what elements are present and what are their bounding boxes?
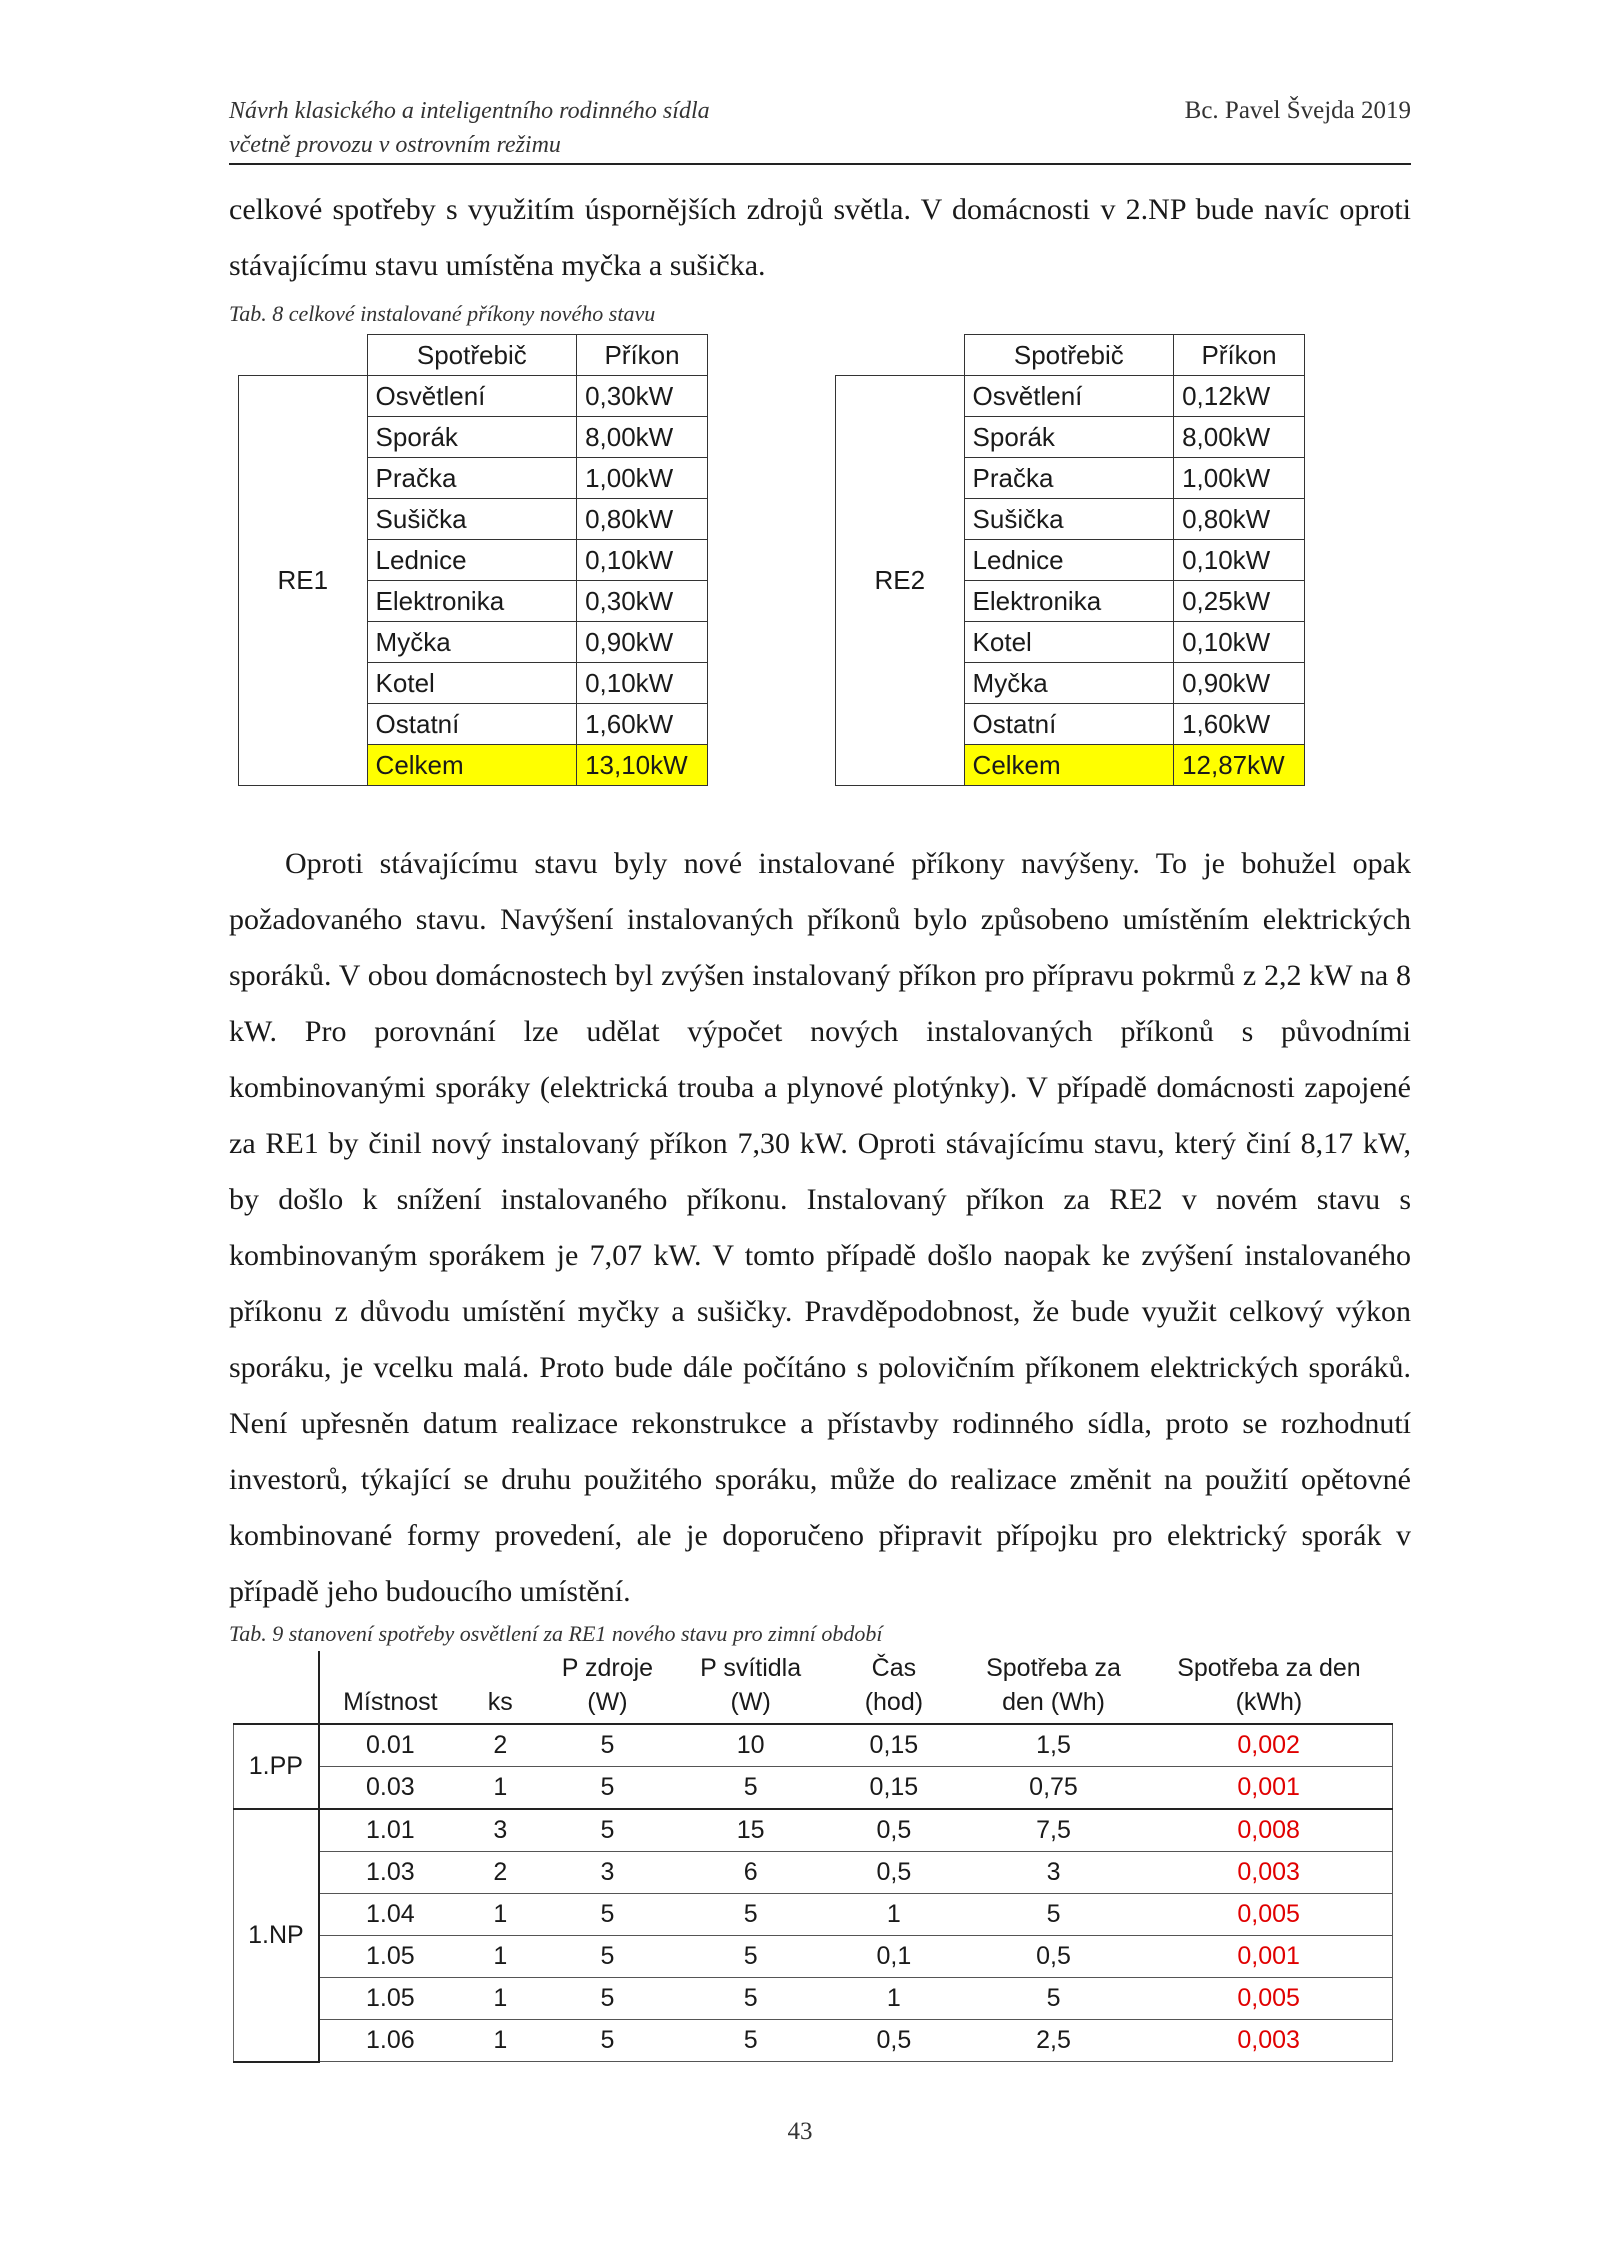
- appliance-power: 0,10kW: [1174, 622, 1305, 663]
- daily-wh: 5: [962, 1894, 1146, 1936]
- header-p-svitidla-line2: (W): [730, 1688, 771, 1716]
- header-title: [229, 94, 710, 162]
- appliance-power: 1,60kW: [577, 704, 708, 745]
- header-title-line1: Návrh klasického a inteligentního rodinného sídla: [229, 98, 710, 124]
- appliance-name: Ostatní: [367, 704, 577, 745]
- appliance-name: Osvětlení: [367, 376, 577, 417]
- room-number: 1.03: [319, 1852, 461, 1894]
- appliance-power: 8,00kW: [577, 417, 708, 458]
- source-power: 5: [540, 1936, 676, 1978]
- group-label: RE2: [836, 376, 965, 786]
- hours: 1: [826, 1978, 962, 2020]
- appliance-name: Pračka: [367, 458, 577, 499]
- header-rule: [229, 163, 1411, 165]
- header-author: Bc. Pavel Švejda 2019: [1184, 97, 1411, 124]
- room-number: 1.05: [319, 1978, 461, 2020]
- hours: 0,15: [826, 1724, 962, 1767]
- appliance-name: Elektronika: [367, 581, 577, 622]
- appliance-name: Osvětlení: [964, 376, 1174, 417]
- appliance-power: 0,12kW: [1174, 376, 1305, 417]
- luminaire-power: 10: [675, 1724, 826, 1767]
- appliance-power: 0,80kW: [577, 499, 708, 540]
- quantity: 2: [461, 1724, 540, 1767]
- table-row: [234, 1852, 1393, 1894]
- daily-wh: 7,5: [962, 1809, 1146, 1852]
- table8-re1: [238, 334, 708, 786]
- daily-wh: 3: [962, 1852, 1146, 1894]
- appliance-name: Pračka: [964, 458, 1174, 499]
- hours: 0,5: [826, 1852, 962, 1894]
- header-spotreba-wh-line1: Spotřeba za: [986, 1654, 1121, 1682]
- header-p-svitidla-line1: P svítidla: [700, 1654, 802, 1682]
- table-row: [234, 1724, 1393, 1767]
- luminaire-power: 15: [675, 1809, 826, 1852]
- header-spotreba-wh: [962, 1651, 1146, 1724]
- appliance-name: Myčka: [964, 663, 1174, 704]
- source-power: 5: [540, 2020, 676, 2062]
- table9: [233, 1651, 1393, 2063]
- daily-wh: 1,5: [962, 1724, 1146, 1767]
- body-paragraph: [229, 836, 1411, 1620]
- total-value: 13,10kW: [577, 745, 708, 786]
- daily-kwh: 0,005: [1145, 1978, 1392, 2020]
- luminaire-power: 5: [675, 1936, 826, 1978]
- group-label: RE1: [239, 376, 368, 786]
- table-row: [234, 1767, 1393, 1810]
- total-value: 12,87kW: [1174, 745, 1305, 786]
- quantity: 1: [461, 1894, 540, 1936]
- table8-caption: Tab. 8 celkové instalované příkony nového stavu: [229, 301, 656, 326]
- appliance-name: Sušička: [964, 499, 1174, 540]
- header-spotrebic: Spotřebič: [964, 335, 1174, 376]
- table-row: [234, 1894, 1393, 1936]
- appliance-power: 0,10kW: [577, 663, 708, 704]
- appliance-power: 0,30kW: [577, 376, 708, 417]
- hours: 0,1: [826, 1936, 962, 1978]
- appliance-power: 0,30kW: [577, 581, 708, 622]
- daily-kwh: 0,008: [1145, 1809, 1392, 1852]
- header-p-zdroje-line1: P zdroje: [561, 1654, 654, 1682]
- source-power: 5: [540, 1894, 676, 1936]
- appliance-power: 8,00kW: [1174, 417, 1305, 458]
- table8-re2: [835, 334, 1305, 786]
- room-number: 1.01: [319, 1809, 461, 1852]
- floor-label: 1.PP: [234, 1724, 319, 1809]
- total-label: Celkem: [964, 745, 1174, 786]
- daily-kwh: 0,001: [1145, 1936, 1392, 1978]
- appliance-power: 0,10kW: [577, 540, 708, 581]
- daily-kwh: 0,003: [1145, 2020, 1392, 2062]
- header-spotreba-kwh-line2: (kWh): [1235, 1688, 1303, 1716]
- header-prikon: Příkon: [1174, 335, 1305, 376]
- body-text: Oproti stávajícímu stavu byly nové instalované příkony navýšeny. To je bohužel opak požadovaného stavu. Navýšení instalovaných příkonů bylo způsobeno umístěním elektrických sporáků. V obou domácnostech byl zvýšen instalovaný příkon pro přípravu pokrmů z 2,2 kW na 8 kW. Pro porovnání lze udělat výpočet nových instalovaných příkonů s původními kombinovanými sporáky (elektrická trouba a plynové plotýnky). V případě domácnosti zapojené za RE1 by činil nový instalovaný příkon 7,30 kW. Oproti stávajícímu stavu, který činí 8,17 kW, by došlo k snížení instalovaného příkonu. Instalovaný příkon za RE2 v novém stavu s kombinovaným sporákem je 7,07 kW. V tomto případě došlo naopak ke zvýšení instalovaného příkonu z důvodu umístění myčky a sušičky. Pravděpodobnost, že bude využit celkový výkon sporáku, je vcelku malá. Proto bude dále počítáno s polovičním příkonem elektrických sporáků. Není upřesněn datum realizace rekonstrukce a přístavby rodinného sídla, proto se rozhodnutí investorů, týkající se druhu použitého sporáku, může do realizace změnit na použití opětovné kombinované formy provedení, ale je doporučeno připravit přípojku pro elektrický sporák v případě jeho budoucího umístění.: [229, 847, 1411, 1608]
- header-p-svitidla: [675, 1651, 826, 1724]
- table-row: [234, 1809, 1393, 1852]
- quantity: 1: [461, 1978, 540, 2020]
- quantity: 3: [461, 1809, 540, 1852]
- intro-paragraph: [229, 182, 1411, 294]
- source-power: 5: [540, 1978, 676, 2020]
- appliance-name: Ostatní: [964, 704, 1174, 745]
- hours: 0,5: [826, 1809, 962, 1852]
- appliance-power: 0,90kW: [1174, 663, 1305, 704]
- table-row: [234, 2020, 1393, 2062]
- quantity: 1: [461, 1936, 540, 1978]
- appliance-power: 0,10kW: [1174, 540, 1305, 581]
- hours: 0,5: [826, 2020, 962, 2062]
- floor-label: 1.NP: [234, 1809, 319, 2062]
- appliance-name: Lednice: [964, 540, 1174, 581]
- table-row: [836, 376, 1305, 417]
- daily-kwh: 0,001: [1145, 1767, 1392, 1810]
- appliance-name: Sporák: [367, 417, 577, 458]
- appliance-name: Elektronika: [964, 581, 1174, 622]
- luminaire-power: 6: [675, 1852, 826, 1894]
- daily-kwh: 0,002: [1145, 1724, 1392, 1767]
- table9-caption: Tab. 9 stanovení spotřeby osvětlení za RE1 nového stavu pro zimní období: [229, 1621, 883, 1646]
- total-label: Celkem: [367, 745, 577, 786]
- room-number: 0.01: [319, 1724, 461, 1767]
- luminaire-power: 5: [675, 1767, 826, 1810]
- quantity: 2: [461, 1852, 540, 1894]
- appliance-name: Lednice: [367, 540, 577, 581]
- daily-wh: 0,75: [962, 1767, 1146, 1810]
- header-p-zdroje: [540, 1651, 676, 1724]
- header-p-zdroje-line2: (W): [587, 1688, 628, 1716]
- luminaire-power: 5: [675, 1978, 826, 2020]
- table-header-row: [234, 1651, 1393, 1724]
- daily-kwh: 0,005: [1145, 1894, 1392, 1936]
- room-number: 1.06: [319, 2020, 461, 2062]
- header-spotreba-kwh-line1: Spotřeba za den: [1177, 1654, 1361, 1682]
- appliance-name: Myčka: [367, 622, 577, 663]
- room-number: 1.05: [319, 1936, 461, 1978]
- room-number: 0.03: [319, 1767, 461, 1810]
- header-blank-cell: [234, 1651, 319, 1724]
- room-number: 1.04: [319, 1894, 461, 1936]
- intro-text: celkové spotřeby s využitím úspornějších zdrojů světla. V domácnosti v 2.NP bude navíc oproti stávajícímu stavu umístěna myčka a sušička.: [229, 193, 1411, 282]
- header-blank-cell: [239, 335, 368, 376]
- header-cas-line2: (hod): [864, 1688, 924, 1716]
- appliance-name: Kotel: [964, 622, 1174, 663]
- source-power: 5: [540, 1767, 676, 1810]
- hours: 0,15: [826, 1767, 962, 1810]
- table-row: [239, 376, 708, 417]
- page-header: [229, 94, 1411, 164]
- appliance-name: Sporák: [964, 417, 1174, 458]
- appliance-power: 1,00kW: [1174, 458, 1305, 499]
- appliance-power: 0,80kW: [1174, 499, 1305, 540]
- table-row: [234, 1978, 1393, 2020]
- header-title-line2: včetně provozu v ostrovním režimu: [229, 132, 561, 158]
- appliance-power: 0,90kW: [577, 622, 708, 663]
- page-number: 43: [787, 2118, 813, 2145]
- header-cas: [826, 1651, 962, 1724]
- source-power: 3: [540, 1852, 676, 1894]
- appliance-name: Kotel: [367, 663, 577, 704]
- daily-wh: 5: [962, 1978, 1146, 2020]
- appliance-power: 0,25kW: [1174, 581, 1305, 622]
- luminaire-power: 5: [675, 2020, 826, 2062]
- source-power: 5: [540, 1724, 676, 1767]
- quantity: 1: [461, 2020, 540, 2062]
- header-blank-cell: [836, 335, 965, 376]
- header-mistnost: Místnost: [319, 1651, 461, 1724]
- header-prikon: Příkon: [577, 335, 708, 376]
- header-spotrebic: Spotřebič: [367, 335, 577, 376]
- table-row: [234, 1936, 1393, 1978]
- table-header-row: [836, 335, 1305, 376]
- header-cas-line1: Čas: [871, 1654, 917, 1682]
- header-spotreba-kwh: [1145, 1651, 1392, 1724]
- header-ks: ks: [461, 1651, 540, 1724]
- appliance-power: 1,00kW: [577, 458, 708, 499]
- table-header-row: [239, 335, 708, 376]
- appliance-name: Sušička: [367, 499, 577, 540]
- daily-wh: 0,5: [962, 1936, 1146, 1978]
- daily-kwh: 0,003: [1145, 1852, 1392, 1894]
- source-power: 5: [540, 1809, 676, 1852]
- appliance-power: 1,60kW: [1174, 704, 1305, 745]
- daily-wh: 2,5: [962, 2020, 1146, 2062]
- luminaire-power: 5: [675, 1894, 826, 1936]
- hours: 1: [826, 1894, 962, 1936]
- quantity: 1: [461, 1767, 540, 1810]
- header-spotreba-wh-line2: den (Wh): [1002, 1688, 1105, 1716]
